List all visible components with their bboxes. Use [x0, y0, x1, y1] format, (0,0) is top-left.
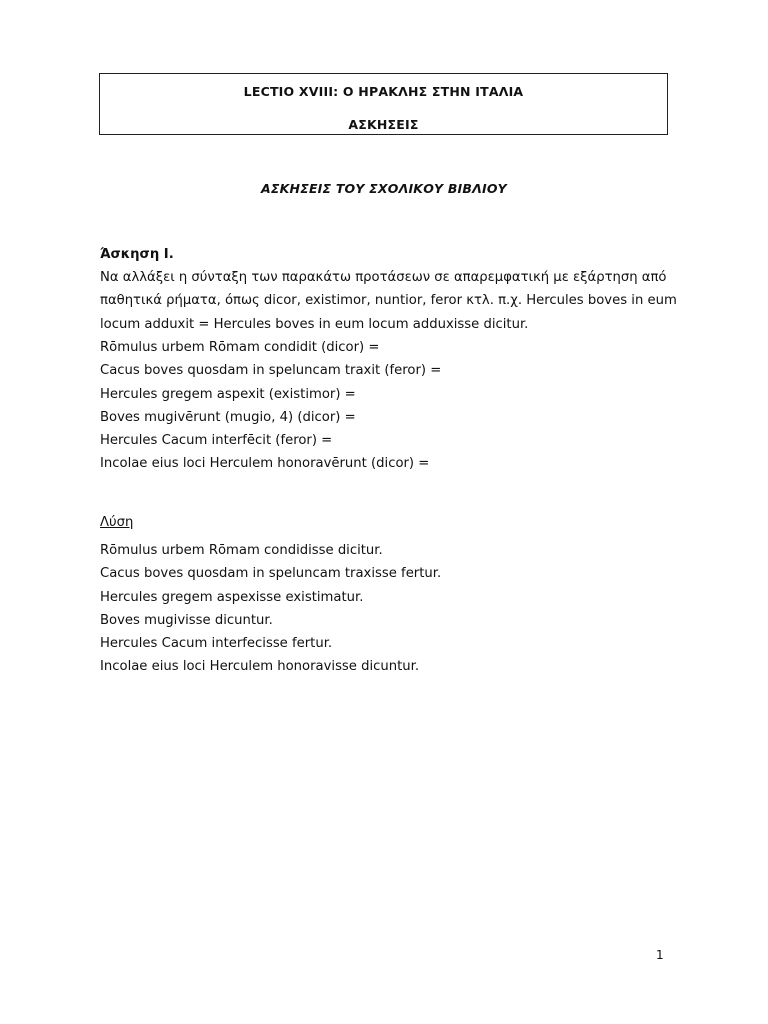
- solution-item: Boves mugivisse dicuntur.: [100, 612, 273, 628]
- document-title: LECTIO XVIII: Ο ΗΡΑΚΛΗΣ ΣΤΗΝ ΙΤΑΛΙΑ: [243, 84, 524, 99]
- exercise-item: Incolae eius loci Herculem honoravērunt (dicor) =: [100, 456, 430, 472]
- exercise-heading: Άσκηση Ι.: [100, 247, 174, 262]
- page-number: 1: [656, 948, 664, 962]
- solution-item: Cacus boves quosdam in speluncam traxisse fertur.: [100, 566, 442, 582]
- document-subtitle: ΑΣΚΗΣΕΙΣ: [348, 117, 419, 132]
- solution-item: Rōmulus urbem Rōmam condidisse dicitur.: [100, 543, 383, 558]
- exercise-item: Rōmulus urbem Rōmam condidit (dicor) =: [100, 340, 380, 355]
- solution-item: Incolae eius loci Herculem honoravisse dicuntur.: [100, 659, 420, 675]
- solution-item: Hercules Cacum interfecisse fertur.: [100, 636, 333, 652]
- solution-items: [100, 539, 680, 679]
- exercise-instructions: [100, 266, 680, 336]
- section-title: ΑΣΚΗΣΕΙΣ ΤΟΥ ΣΧΟΛΙΚΟΥ ΒΙΒΛΙΟΥ: [261, 181, 507, 196]
- solution-heading: Λύση: [100, 515, 134, 530]
- exercise-item: Cacus boves quosdam in speluncam traxit (feror) =: [100, 363, 442, 379]
- exercise-item: Hercules Cacum interfēcit (feror) =: [100, 433, 333, 449]
- exercise-item: Hercules gregem aspexit (existimor) =: [100, 386, 356, 402]
- title-box: [99, 73, 668, 135]
- instruction-line: locum adduxit = Hercules boves in eum locum adduxisse dicitur.: [100, 316, 529, 332]
- exercise-item: Boves mugivērunt (mugio, 4) (dicor) =: [100, 409, 356, 425]
- instruction-line: παθητικά ρήματα, όπως dicor, existimor, nuntior, feror κτλ. π.χ. Hercules boves in eum: [100, 293, 677, 309]
- exercise-items: [100, 336, 680, 476]
- solution-item: Hercules gregem aspexisse existimatur.: [100, 589, 364, 605]
- instruction-line: Να αλλάξει η σύνταξη των παρακάτω προτάσεων σε απαρεμφατική με εξάρτηση από: [100, 270, 667, 285]
